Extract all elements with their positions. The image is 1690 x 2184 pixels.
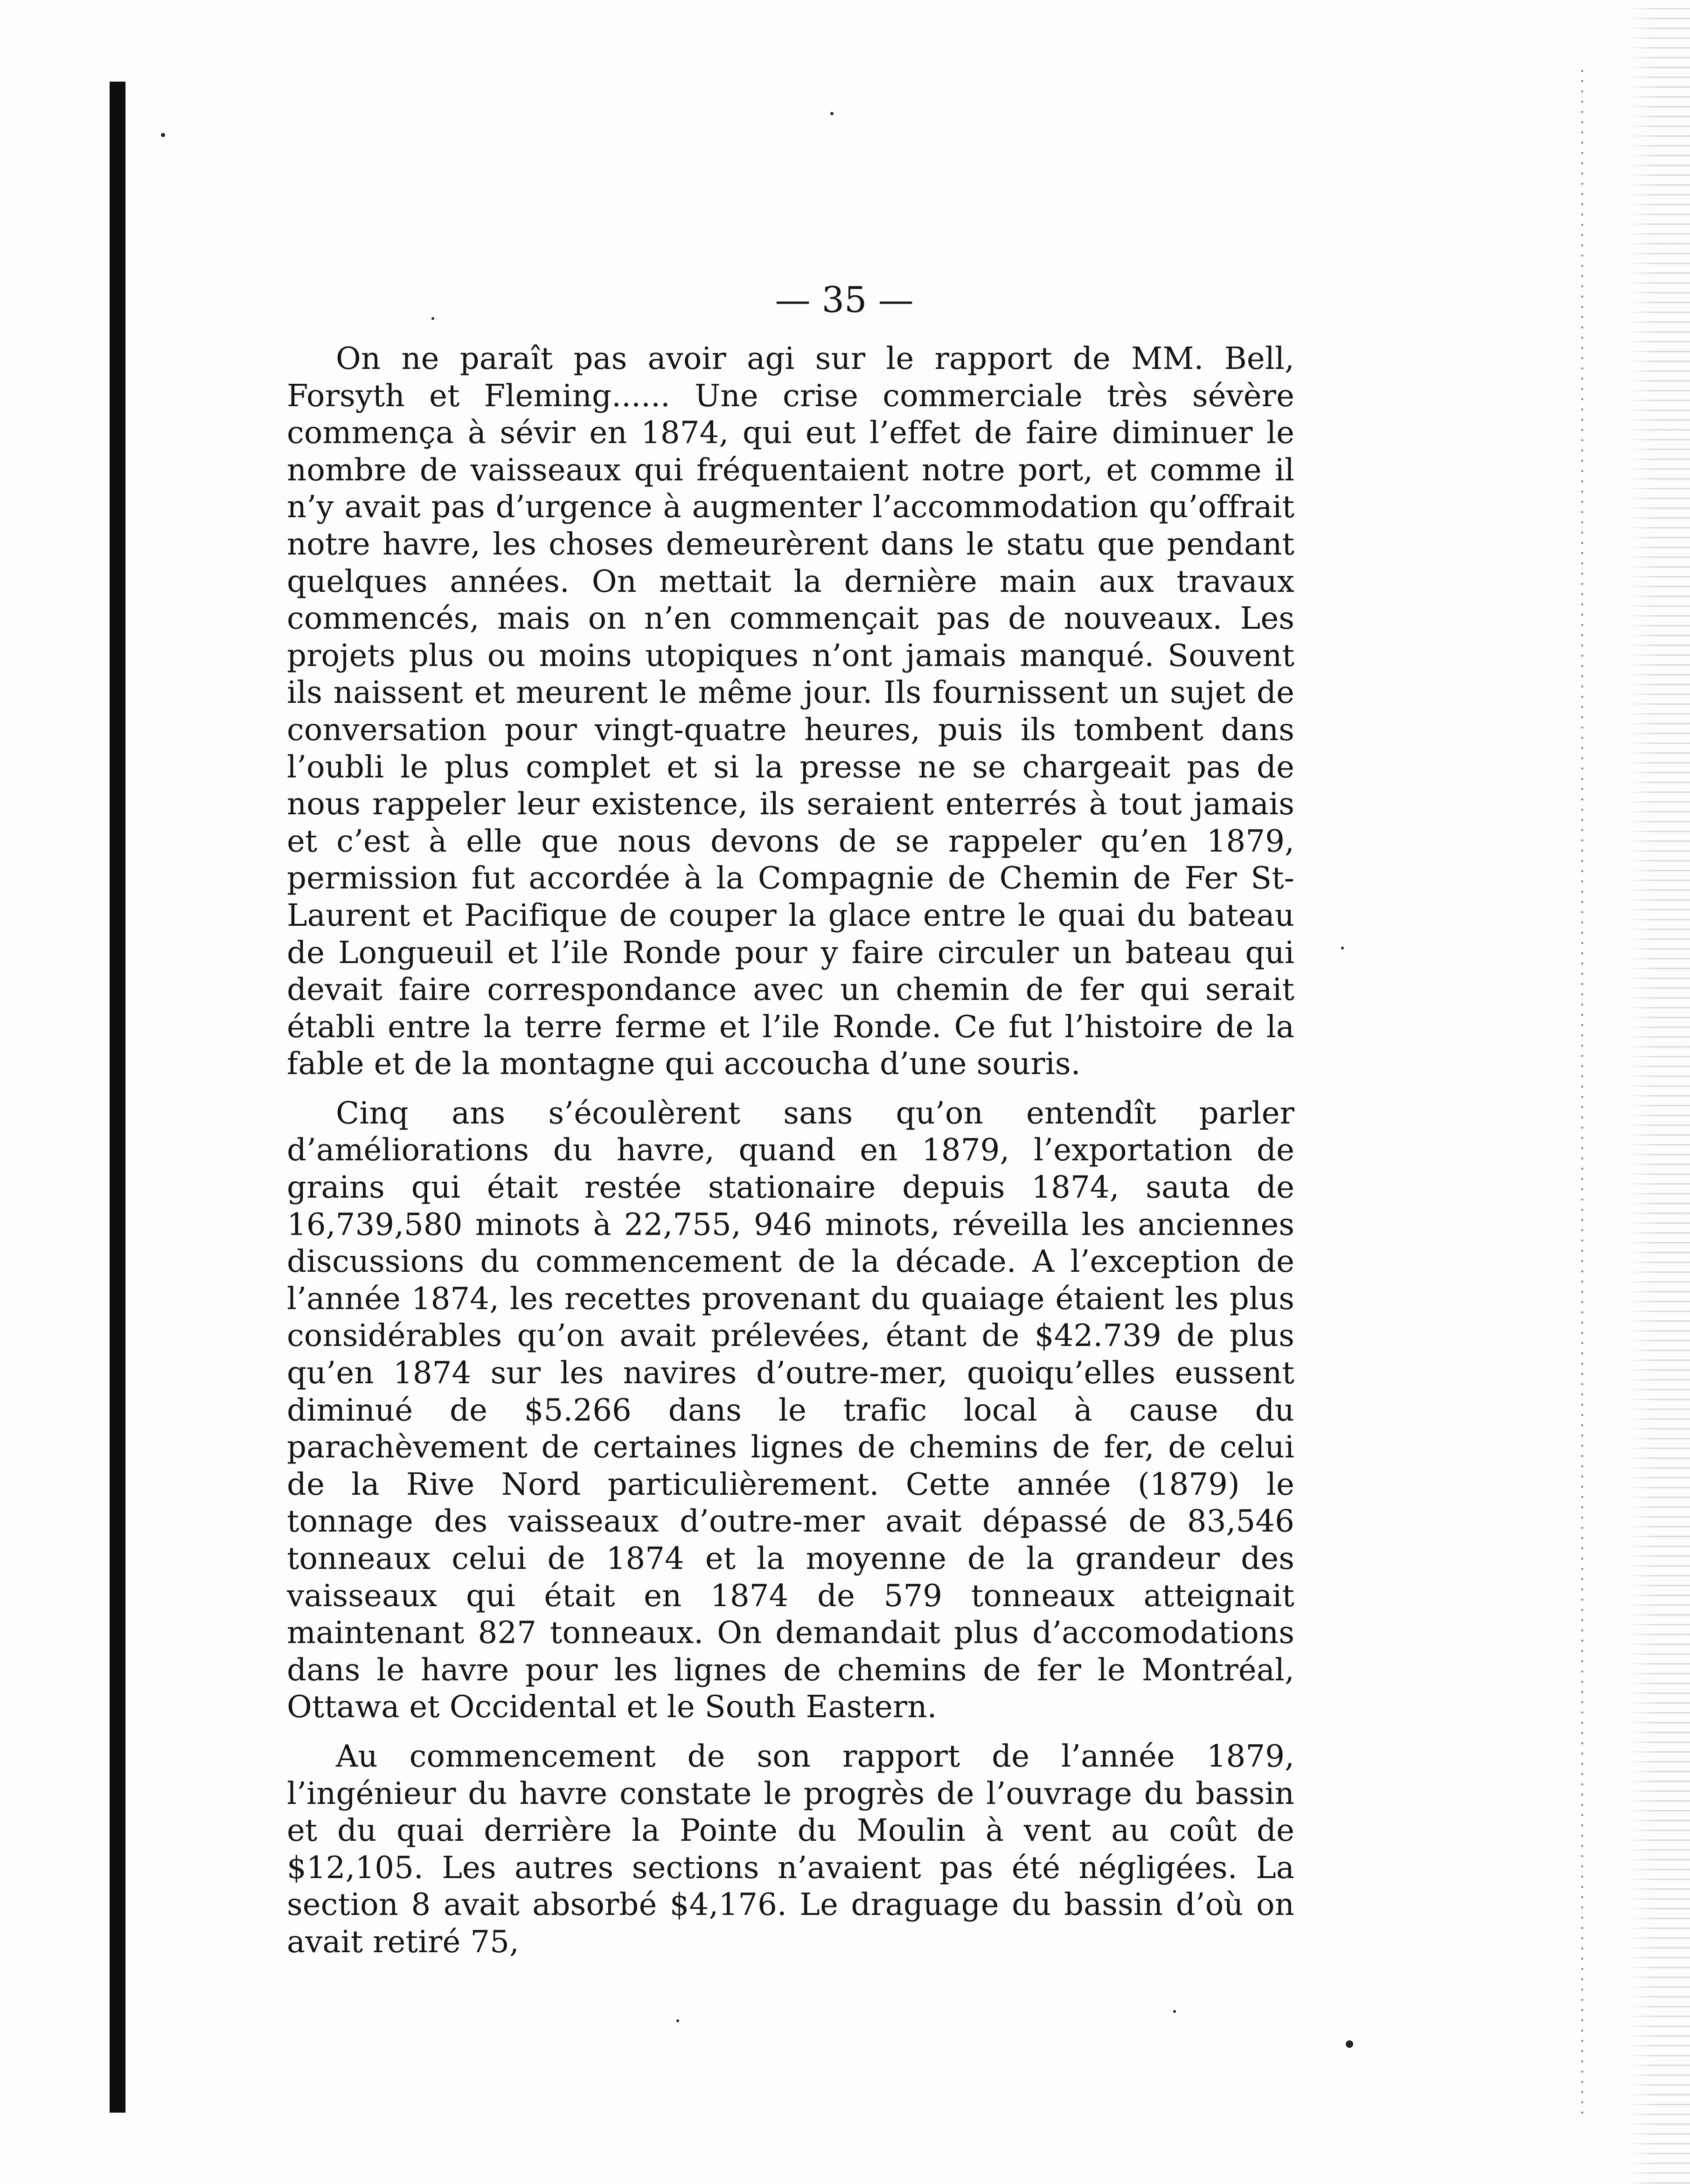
binding-edge [110, 82, 125, 2113]
scan-speck [161, 133, 165, 137]
page-number: — 35 — [775, 279, 914, 320]
scan-speck [1346, 2040, 1353, 2048]
scan-speck [1173, 2010, 1176, 2013]
paragraph: Au commencement de son rapport de l’année 1879, l’ingénieur du havre constate le progrès de l’ouvrage du bassin et du quai derrière la Pointe du Moulin à vent au coût de $12,105. Les autres sections n’avaient pas été négligées. La section 8 avait absorbé $4,176. Le draguage du bassin d’où on avait retiré 75, [287, 1738, 1294, 1960]
scan-speck [676, 2019, 679, 2022]
scan-speck [1341, 947, 1344, 950]
paragraph: Cinq ans s’écoulèrent sans qu’on entendît parler d’améliorations du havre, quand en 1879, l’exportation de grains qui était restée stationaire depuis 1874, sauta de 16,739,580 minots à 22,755, 946 minots, réveilla les anciennes discussions du commencement de la décade. A l’exception de l’année 1874, les recettes provenant du quaiage étaient les plus considérables qu’on avait prélevées, étant de $42.739 de plus qu’en 1874 sur les navires d’outre-mer, quoiqu’elles eussent diminué de $5.266 dans le trafic local à cause du parachèvement de certaines lignes de chemins de fer, de celui de la Rive Nord particulièrement. Cette année (1879) le tonnage des vaisseaux d’outre-mer avait dépassé de 83,546 tonneaux celui de 1874 et la moyenne de la grandeur des vaisseaux qui était en 1874 de 579 tonneaux atteignait maintenant 827 tonneaux. On demandait plus d’accomodations dans le havre pour les lignes de chemins de fer le Montréal, Ottawa et Occidental et le South Eastern. [287, 1095, 1294, 1725]
body-text [287, 340, 1294, 1973]
paragraph: On ne paraît pas avoir agi sur le rapport de MM. Bell, Forsyth et Fleming...... Une crise commerciale très sévère commença à sévir en 1874, qui eut l’effet de faire diminuer le nombre de vaisseaux qui fréquentaient notre port, et comme il n’y avait pas d’urgence à augmenter l’accommodation qu’offrait notre havre, les choses demeurèrent dans le statu que pendant quelques années. On mettait la dernière main aux travaux commencés, mais on n’en commençait pas de nouveaux. Les projets plus ou moins utopiques n’ont jamais manqué. Souvent ils naissent et meurent le même jour. Ils fournissent un sujet de conversation pour vingt-quatre heures, puis ils tombent dans l’oubli le plus complet et si la presse ne se chargeait pas de nous rappeler leur existence, ils seraient enterrés à tout jamais et c’est à elle que nous devons de se rappeler qu’en 1879, permission fut accordée à la Compagnie de Chemin de Fer St-Laurent et Pacifique de couper la glace entre le quai du bateau de Longueuil et l’ile Ronde pour y faire circuler un bateau qui devait faire correspondance avec un chemin de fer qui serait établi entre la terre ferme et l’ile Ronde. Ce fut l’histoire de la fable et de la montagne qui accoucha d’une souris. [287, 341, 1294, 1082]
scan-edge-noise [1555, 0, 1690, 2184]
scan-speck [431, 317, 434, 320]
scan-speck [830, 112, 834, 115]
scan-edge-rule [1581, 70, 1583, 2122]
